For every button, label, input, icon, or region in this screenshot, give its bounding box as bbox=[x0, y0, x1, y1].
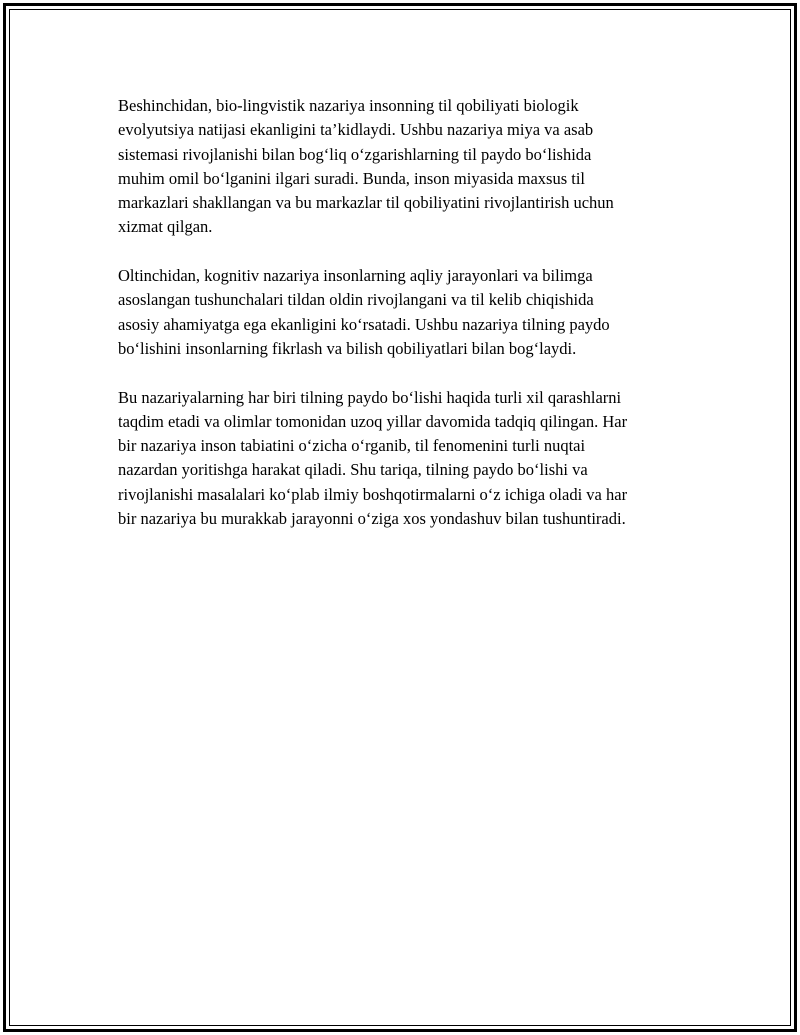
text-line: bo‘lishini insonlarning fikrlash va bilish qobiliyatlari bilan bog‘laydi. bbox=[118, 338, 577, 358]
text-line: Oltinchidan, kognitiv nazariya insonlarning aqliy jarayonlari va bilimga bbox=[118, 266, 593, 286]
text-line: muhim omil bo‘lganini ilgari suradi. Bunda, inson miyasida maxsus til bbox=[118, 168, 586, 188]
text-line: asosiy ahamiyatga ega ekanligini ko‘rsatadi. Ushbu nazariya tilning paydo bbox=[118, 314, 610, 334]
text-line: Beshinchidan, bio-lingvistik nazariya insonning til qobiliyati biologik bbox=[118, 96, 579, 115]
text-line: sistemasi rivojlanishi bilan bog‘liq o‘zgarishlarning til paydo bo‘lishida bbox=[118, 144, 592, 164]
text-line: xizmat qilgan. bbox=[118, 217, 213, 237]
text-line: markazlari shakllangan va bu markazlar til qobiliyatini rivojlantirish uchun bbox=[118, 193, 614, 213]
paragraph-bio-linguistic bbox=[118, 94, 698, 240]
paragraph-conclusion bbox=[118, 386, 698, 532]
text-line: taqdim etadi va olimlar tomonidan uzoq yillar davomida tadqiq qilingan. Har bbox=[118, 411, 628, 431]
paragraph-cognitive bbox=[118, 264, 698, 361]
text-line: nazardan yoritishga harakat qiladi. Shu tariqa, tilning paydo bo‘lishi va bbox=[118, 460, 588, 480]
text-line: asoslangan tushunchalari tildan oldin rivojlangani va til kelib chiqishida bbox=[118, 290, 594, 310]
text-line: bir nazariya inson tabiatini o‘zicha o‘rganib, til fenomenini turli nuqtai bbox=[118, 436, 586, 456]
text-line: evolyutsiya natijasi ekanligini ta’kidlaydi. Ushbu nazariya miya va asab bbox=[118, 120, 594, 140]
text-line: Bu nazariyalarning har biri tilning paydo bo‘lishi haqida turli xil qarashlarni bbox=[118, 387, 622, 407]
document-body bbox=[118, 94, 698, 556]
text-line: bir nazariya bu murakkab jarayonni o‘ziga xos yondashuv bilan tushuntiradi. bbox=[118, 509, 626, 529]
text-line: rivojlanishi masalalari ko‘plab ilmiy boshqotirmalarni o‘z ichiga oladi va har bbox=[118, 484, 628, 504]
